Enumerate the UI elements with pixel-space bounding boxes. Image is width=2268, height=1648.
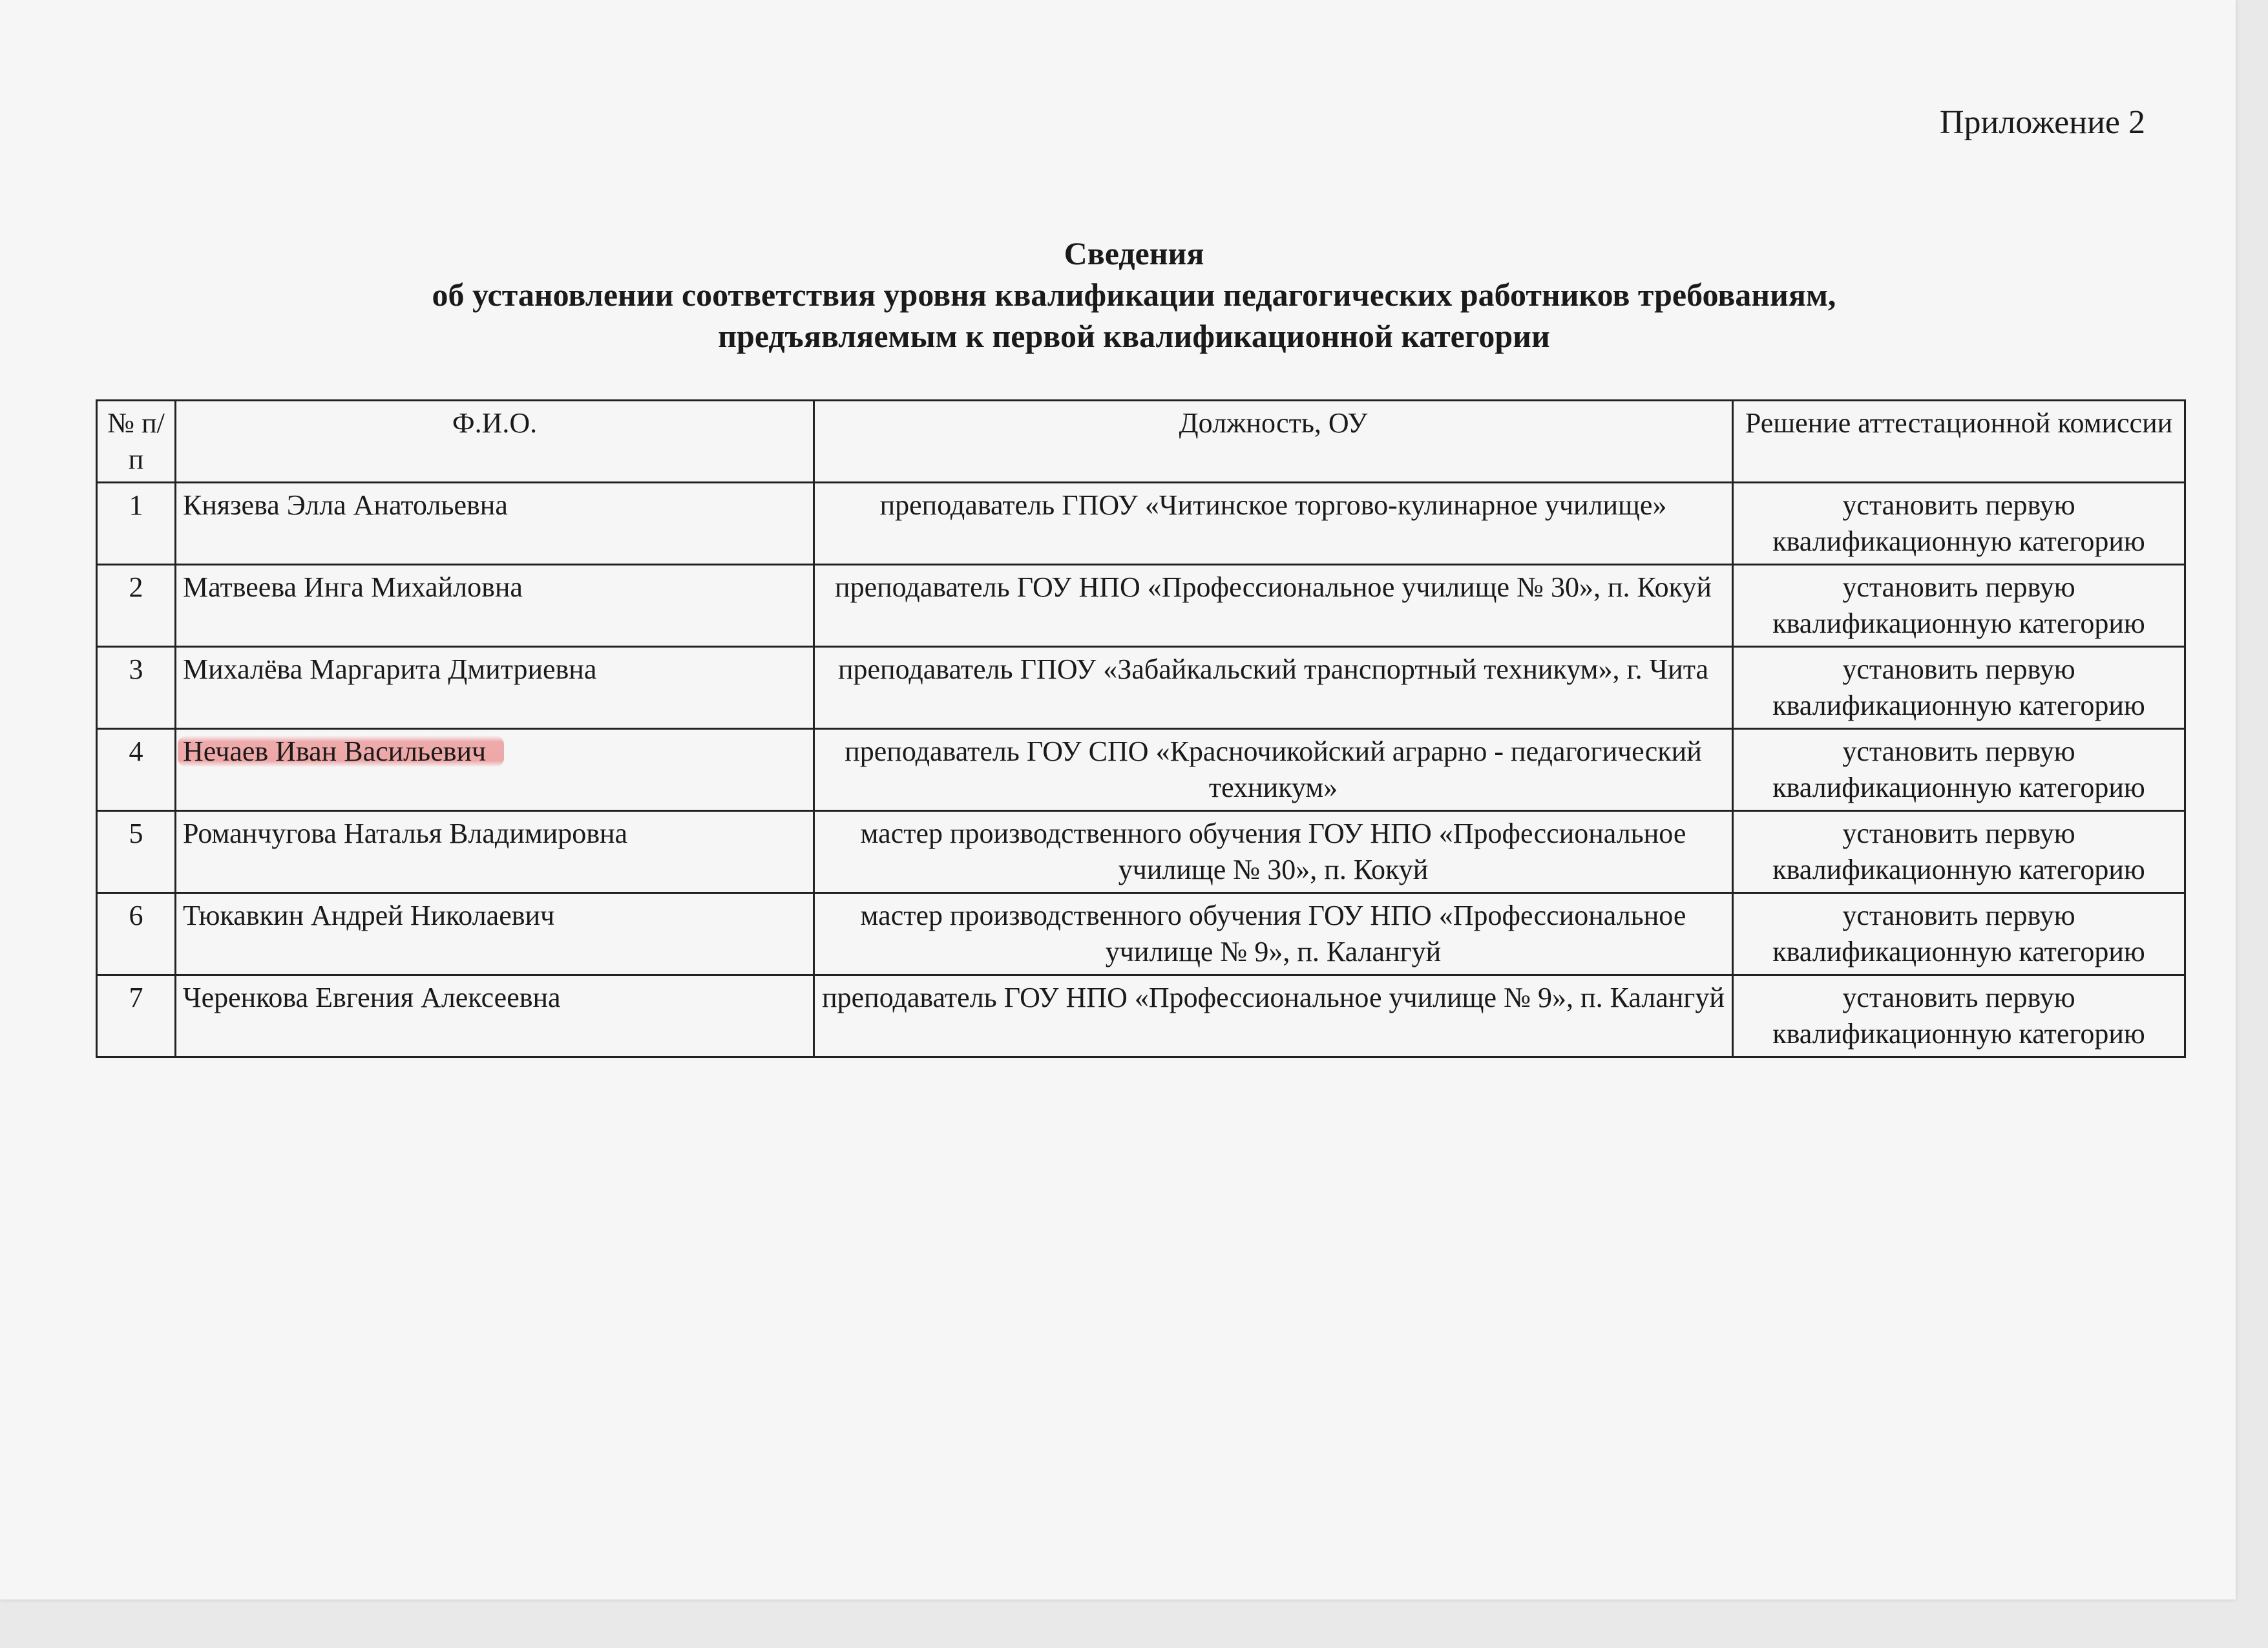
row-decision: установить первую квалификационную категорию xyxy=(1733,647,2185,729)
table-row xyxy=(97,729,2185,811)
header-number: № п/п xyxy=(97,401,176,483)
row-decision: установить первую квалификационную категорию xyxy=(1733,729,2185,811)
row-name: Романчугова Наталья Владимировна xyxy=(176,811,814,893)
row-decision: установить первую квалификационную категорию xyxy=(1733,811,2185,893)
row-name: Матвеева Инга Михайловна xyxy=(176,565,814,647)
appendix-label: Приложение 2 xyxy=(1939,104,2145,141)
row-decision: установить первую квалификационную категорию xyxy=(1733,483,2185,565)
table-row xyxy=(97,483,2185,565)
row-position: мастер производственного обучения ГОУ НПО «Профессиональное училище № 30», п. Кокуй xyxy=(814,811,1733,893)
row-position: мастер производственного обучения ГОУ НПО «Профессиональное училище № 9», п. Калангуй xyxy=(814,893,1733,975)
table-row xyxy=(97,975,2185,1057)
row-decision: установить первую квалификационную категорию xyxy=(1733,975,2185,1057)
highlight-marker: Нечаев Иван Васильевич xyxy=(178,735,504,767)
header-decision: Решение аттестационной комиссии xyxy=(1733,401,2185,483)
row-number: 6 xyxy=(97,893,176,975)
document-heading xyxy=(0,233,2268,357)
row-decision: установить первую квалификационную категорию xyxy=(1733,565,2185,647)
table-row xyxy=(97,565,2185,647)
header-position: Должность, ОУ xyxy=(814,401,1733,483)
title-line-3: предъявляемым к первой квалификационной категории xyxy=(718,318,1550,354)
table-header-row xyxy=(97,401,2185,483)
row-position: преподаватель ГОУ НПО «Профессиональное училище № 9», п. Калангуй xyxy=(814,975,1733,1057)
row-position: преподаватель ГПОУ «Читинское торгово-кулинарное училище» xyxy=(814,483,1733,565)
table-row xyxy=(97,893,2185,975)
row-name: Черенкова Евгения Алексеевна xyxy=(176,975,814,1057)
row-name-highlighted xyxy=(176,729,814,811)
header-name: Ф.И.О. xyxy=(176,401,814,483)
title-line-1: Сведения xyxy=(1064,235,1204,271)
table-row xyxy=(97,811,2185,893)
row-name: Михалёва Маргарита Дмитриевна xyxy=(176,647,814,729)
row-position: преподаватель ГОУ СПО «Красночикойский аграрно - педагогический техникум» xyxy=(814,729,1733,811)
row-position: преподаватель ГОУ НПО «Профессиональное училище № 30», п. Кокуй xyxy=(814,565,1733,647)
row-number: 5 xyxy=(97,811,176,893)
row-number: 2 xyxy=(97,565,176,647)
title-line-2: об установлении соответствия уровня квалификации педагогических работников требованиям, xyxy=(432,277,1836,313)
qualification-table xyxy=(96,399,2186,1058)
row-name: Тюкавкин Андрей Николаевич xyxy=(176,893,814,975)
row-number: 1 xyxy=(97,483,176,565)
row-position: преподаватель ГПОУ «Забайкальский транспортный техникум», г. Чита xyxy=(814,647,1733,729)
row-number: 4 xyxy=(97,729,176,811)
row-name: Князева Элла Анатольевна xyxy=(176,483,814,565)
table-row xyxy=(97,647,2185,729)
row-decision: установить первую квалификационную категорию xyxy=(1733,893,2185,975)
row-number: 7 xyxy=(97,975,176,1057)
row-number: 3 xyxy=(97,647,176,729)
